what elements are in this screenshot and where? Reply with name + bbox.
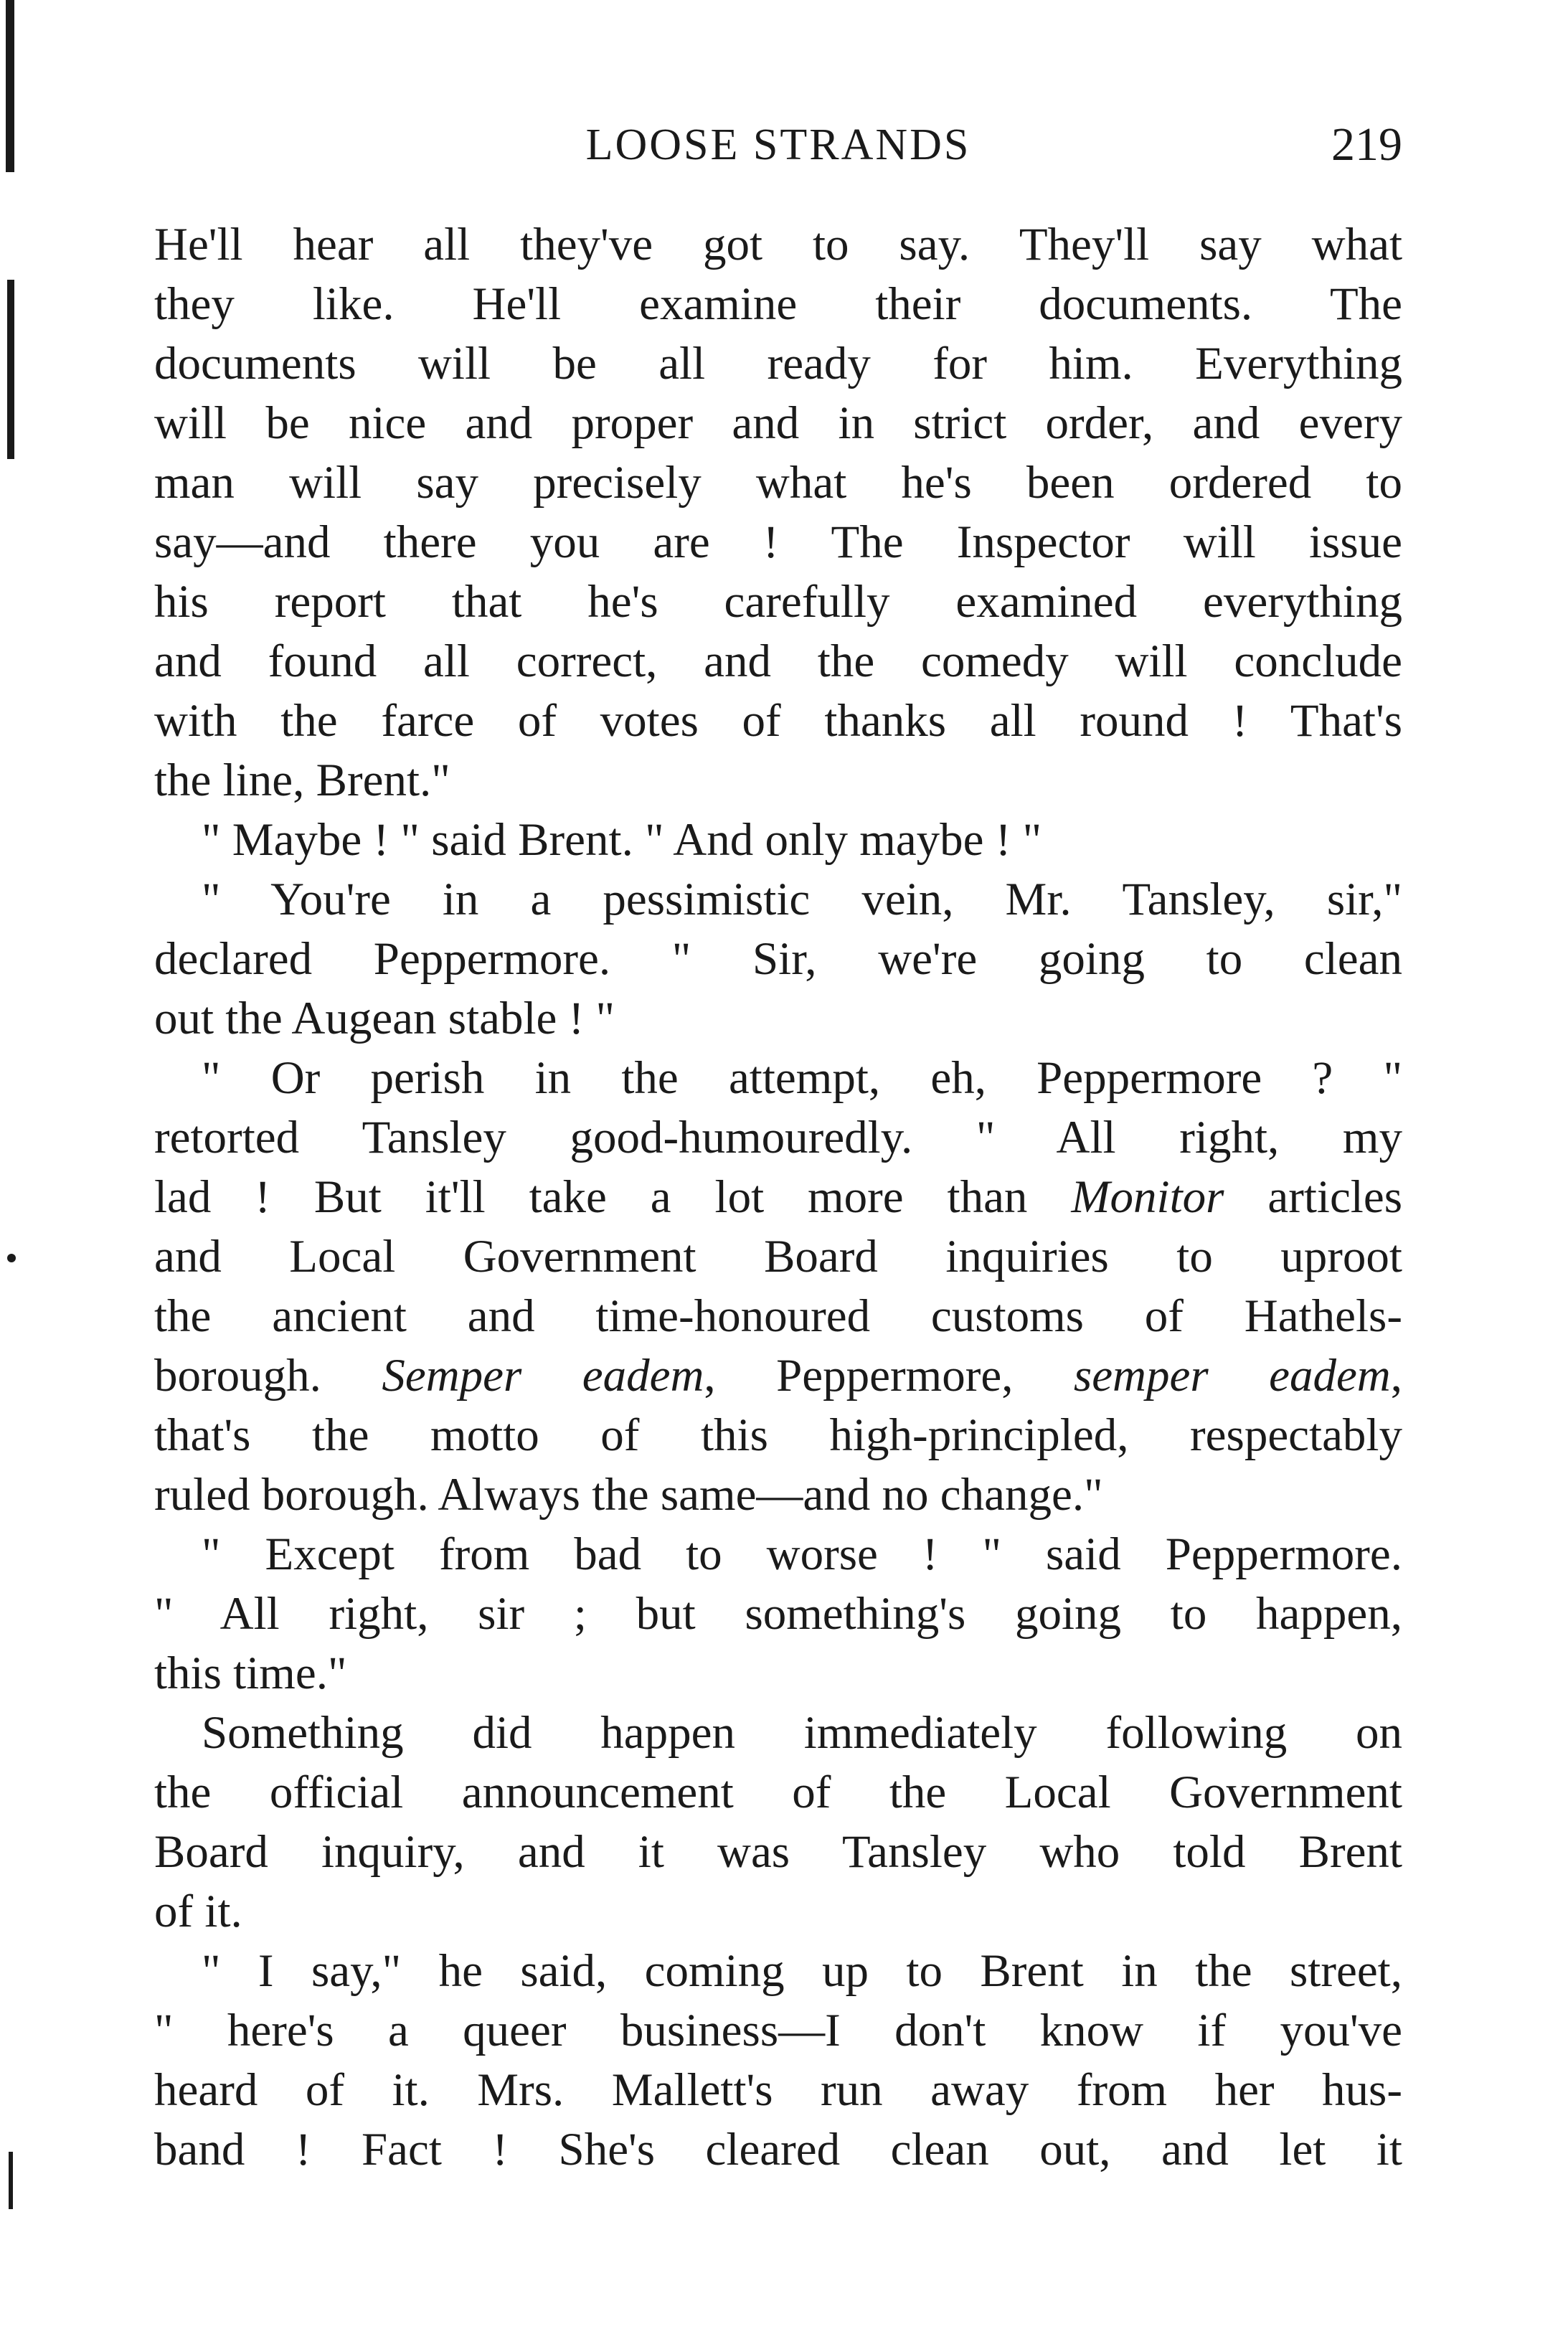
page-number: 219 [1331, 118, 1402, 171]
text-line: " here's a queer business—I don't know if you've [154, 2005, 1402, 2056]
text-line: man will say precisely what he's been ordered to [154, 457, 1402, 509]
text-line: He'll hear all they've got to say. They'll say what [154, 219, 1402, 270]
text-line: band ! Fact ! She's cleared clean out, and let it [154, 2124, 1402, 2175]
text-line: will be nice and proper and in strict order, and every [154, 397, 1402, 449]
text-line: they like. He'll examine their documents. The [154, 278, 1402, 330]
running-title: LOOSE STRANDS [585, 120, 971, 169]
text-line: and found all correct, and the comedy will conclude [154, 635, 1402, 687]
text-line: " Except from bad to worse ! " said Peppermore. [202, 1528, 1402, 1580]
text-line: documents will be all ready for him. Everything [154, 338, 1402, 389]
text-line: of it. [154, 1886, 242, 1937]
text-line: ruled borough. Always the same—and no change." [154, 1469, 1103, 1521]
text-line: Board inquiry, and it was Tansley who told Brent [154, 1826, 1402, 1878]
text-line: heard of it. Mrs. Mallett's run away from her hus- [154, 2064, 1402, 2116]
text-line: " Maybe ! " said Brent. " And only maybe ! " [202, 814, 1042, 866]
text-line: declared Peppermore. " Sir, we're going to clean [154, 933, 1402, 985]
text-line: Something did happen immediately following on [202, 1707, 1402, 1759]
text-line: that's the motto of this high-principled, respectably [154, 1409, 1402, 1461]
scan-edge-mark [9, 2152, 13, 2209]
scan-edge-mark [6, 0, 14, 172]
text-line: borough. Semper eadem, Peppermore, semper eadem, [154, 1350, 1402, 1402]
text-line: and Local Government Board inquiries to uproot [154, 1231, 1402, 1282]
body-text [154, 215, 1402, 2180]
text-line: the official announcement of the Local Government [154, 1767, 1402, 1818]
text-line: the line, Brent." [154, 755, 450, 806]
running-head [154, 116, 1402, 174]
text-line: out the Augean stable ! " [154, 993, 615, 1044]
text-line: his report that he's carefully examined everything [154, 576, 1402, 628]
scan-edge-mark [7, 280, 14, 459]
text-line: the ancient and time-honoured customs of Hathels- [154, 1290, 1402, 1342]
text-line: retorted Tansley good-humouredly. " All right, my [154, 1112, 1402, 1163]
text-line: " I say," he said, coming up to Brent in the street, [202, 1945, 1402, 1997]
margin-dot [7, 1254, 16, 1262]
text-line: this time." [154, 1648, 347, 1699]
text-line: " Or perish in the attempt, eh, Peppermore ? " [202, 1052, 1402, 1104]
text-line: " All right, sir ; but something's going to happen, [154, 1588, 1402, 1640]
text-line: lad ! But it'll take a lot more than Monitor articles [154, 1171, 1403, 1223]
text-line: " You're in a pessimistic vein, Mr. Tansley, sir," [202, 874, 1402, 925]
text-line: say—and there you are ! The Inspector will issue [154, 516, 1402, 568]
text-line: with the farce of votes of thanks all round ! That's [154, 695, 1402, 747]
